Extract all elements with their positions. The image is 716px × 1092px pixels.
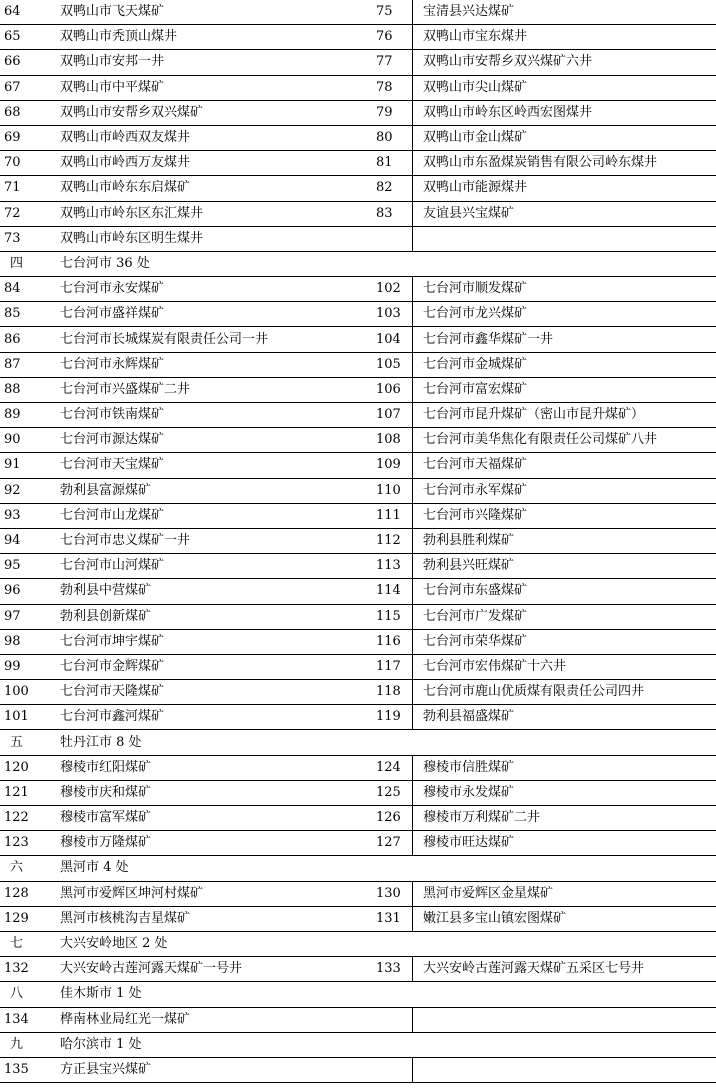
right-index-cell: 103	[376, 302, 413, 327]
table-row	[0, 579, 716, 604]
left-mine-name-cell: 桦南林业局红光一煤矿	[50, 1007, 376, 1032]
table-row	[0, 352, 716, 377]
table-row	[0, 478, 716, 503]
left-index-cell: 68	[0, 100, 50, 125]
table-row	[0, 906, 716, 931]
table-row	[0, 25, 716, 50]
left-mine-name-cell: 穆棱市红阳煤矿	[50, 755, 376, 780]
left-index-cell: 73	[0, 226, 50, 251]
left-index-cell: 100	[0, 680, 50, 705]
table-row	[0, 302, 716, 327]
left-index-cell: 70	[0, 151, 50, 176]
section-title: 七台河市 36 处	[50, 251, 716, 276]
right-index-cell: 113	[376, 554, 413, 579]
left-index-cell: 128	[0, 881, 50, 906]
right-index-cell: 114	[376, 579, 413, 604]
table-row	[0, 50, 716, 75]
right-index-cell: 131	[376, 906, 413, 931]
right-mine-name-cell: 双鸭山市宝东煤井	[413, 25, 716, 50]
left-index-cell: 86	[0, 327, 50, 352]
right-index-cell: 75	[376, 0, 413, 25]
right-index-cell: 116	[376, 629, 413, 654]
right-mine-name-cell: 双鸭山市岭东区岭西宏图煤井	[413, 100, 716, 125]
left-mine-name-cell: 七台河市盛祥煤矿	[50, 302, 376, 327]
table-row	[0, 100, 716, 125]
right-mine-name-cell	[413, 1007, 716, 1032]
right-mine-name-cell: 七台河市兴隆煤矿	[413, 503, 716, 528]
left-index-cell: 66	[0, 50, 50, 75]
section-title: 大兴安岭地区 2 处	[50, 931, 716, 956]
table-row	[0, 226, 716, 251]
table-row	[0, 554, 716, 579]
right-index-cell	[376, 1007, 413, 1032]
section-title: 哈尔滨市 1 处	[50, 1032, 716, 1057]
right-mine-name-cell: 七台河市鹿山优质煤有限责任公司四井	[413, 680, 716, 705]
left-mine-name-cell: 七台河市山河煤矿	[50, 554, 376, 579]
right-mine-name-cell: 穆棱市旺达煤矿	[413, 831, 716, 856]
right-mine-name-cell: 七台河市永军煤矿	[413, 478, 716, 503]
section-header-row	[0, 856, 716, 881]
table-row	[0, 528, 716, 553]
right-index-cell: 115	[376, 604, 413, 629]
right-index-cell: 110	[376, 478, 413, 503]
table-row	[0, 125, 716, 150]
section-number: 六	[0, 856, 50, 881]
table-row	[0, 806, 716, 831]
left-mine-name-cell: 双鸭山市岭东区明生煤井	[50, 226, 376, 251]
section-title: 牡丹江市 8 处	[50, 730, 716, 755]
left-mine-name-cell: 黑河市核桃沟吉星煤矿	[50, 906, 376, 931]
section-number: 五	[0, 730, 50, 755]
left-index-cell: 92	[0, 478, 50, 503]
left-index-cell: 99	[0, 654, 50, 679]
right-index-cell: 117	[376, 654, 413, 679]
left-index-cell: 98	[0, 629, 50, 654]
right-index-cell: 125	[376, 780, 413, 805]
left-mine-name-cell: 黑河市爱辉区坤河村煤矿	[50, 881, 376, 906]
left-mine-name-cell: 七台河市永安煤矿	[50, 277, 376, 302]
left-mine-name-cell: 七台河市山龙煤矿	[50, 503, 376, 528]
right-index-cell: 133	[376, 957, 413, 982]
right-index-cell: 112	[376, 528, 413, 553]
left-mine-name-cell: 七台河市铁南煤矿	[50, 403, 376, 428]
left-index-cell: 123	[0, 831, 50, 856]
left-index-cell: 121	[0, 780, 50, 805]
right-mine-name-cell: 七台河市广发煤矿	[413, 604, 716, 629]
right-index-cell: 108	[376, 428, 413, 453]
right-index-cell: 124	[376, 755, 413, 780]
right-mine-name-cell: 双鸭山市金山煤矿	[413, 125, 716, 150]
right-mine-name-cell: 勃利县胜利煤矿	[413, 528, 716, 553]
right-mine-name-cell: 大兴安岭古莲河露天煤矿五采区七号井	[413, 957, 716, 982]
left-index-cell: 101	[0, 705, 50, 730]
left-mine-name-cell: 七台河市坤宇煤矿	[50, 629, 376, 654]
left-mine-name-cell: 七台河市金辉煤矿	[50, 654, 376, 679]
left-index-cell: 87	[0, 352, 50, 377]
right-mine-name-cell: 七台河市东盛煤矿	[413, 579, 716, 604]
right-index-cell: 126	[376, 806, 413, 831]
right-mine-name-cell: 七台河市金城煤矿	[413, 352, 716, 377]
left-index-cell: 122	[0, 806, 50, 831]
right-index-cell	[376, 1057, 413, 1082]
left-mine-name-cell: 双鸭山市岭西双友煤井	[50, 125, 376, 150]
left-index-cell: 64	[0, 0, 50, 25]
left-index-cell: 71	[0, 176, 50, 201]
table-row	[0, 629, 716, 654]
table-row	[0, 881, 716, 906]
table-row	[0, 1057, 716, 1082]
left-mine-name-cell: 七台河市兴盛煤矿二井	[50, 377, 376, 402]
left-index-cell: 135	[0, 1057, 50, 1082]
left-mine-name-cell: 七台河市永辉煤矿	[50, 352, 376, 377]
section-header-row	[0, 931, 716, 956]
section-header-row	[0, 730, 716, 755]
right-mine-name-cell: 嫩江县多宝山镇宏图煤矿	[413, 906, 716, 931]
left-mine-name-cell: 大兴安岭古莲河露天煤矿一号井	[50, 957, 376, 982]
left-mine-name-cell: 双鸭山市安帮乡双兴煤矿	[50, 100, 376, 125]
section-title: 佳木斯市 1 处	[50, 982, 716, 1007]
left-index-cell: 95	[0, 554, 50, 579]
right-index-cell: 77	[376, 50, 413, 75]
right-index-cell: 76	[376, 25, 413, 50]
right-mine-name-cell: 穆棱市万利煤矿二井	[413, 806, 716, 831]
right-index-cell: 83	[376, 201, 413, 226]
left-index-cell: 93	[0, 503, 50, 528]
left-mine-name-cell: 七台河市天宝煤矿	[50, 453, 376, 478]
right-mine-name-cell: 双鸭山市能源煤井	[413, 176, 716, 201]
left-mine-name-cell: 方正县宝兴煤矿	[50, 1057, 376, 1082]
left-mine-name-cell: 七台河市长城煤炭有限责任公司一井	[50, 327, 376, 352]
right-index-cell: 102	[376, 277, 413, 302]
left-index-cell: 65	[0, 25, 50, 50]
right-mine-name-cell: 穆棱市永发煤矿	[413, 780, 716, 805]
left-mine-name-cell: 双鸭山市中平煤矿	[50, 75, 376, 100]
left-index-cell: 129	[0, 906, 50, 931]
left-index-cell: 90	[0, 428, 50, 453]
table-row	[0, 654, 716, 679]
left-index-cell: 120	[0, 755, 50, 780]
table-row	[0, 453, 716, 478]
table-row	[0, 377, 716, 402]
right-index-cell: 105	[376, 352, 413, 377]
right-index-cell: 78	[376, 75, 413, 100]
left-index-cell: 88	[0, 377, 50, 402]
right-index-cell: 107	[376, 403, 413, 428]
table-row	[0, 503, 716, 528]
left-mine-name-cell: 七台河市鑫河煤矿	[50, 705, 376, 730]
table-row	[0, 604, 716, 629]
table-row	[0, 403, 716, 428]
right-index-cell: 81	[376, 151, 413, 176]
right-mine-name-cell: 七台河市荣华煤矿	[413, 629, 716, 654]
left-index-cell: 85	[0, 302, 50, 327]
right-index-cell: 79	[376, 100, 413, 125]
right-index-cell: 109	[376, 453, 413, 478]
section-number: 四	[0, 251, 50, 276]
left-index-cell: 134	[0, 1007, 50, 1032]
left-index-cell: 84	[0, 277, 50, 302]
right-mine-name-cell: 双鸭山市东盈煤炭销售有限公司岭东煤井	[413, 151, 716, 176]
right-mine-name-cell: 七台河市美华焦化有限责任公司煤矿八井	[413, 428, 716, 453]
left-mine-name-cell: 七台河市源达煤矿	[50, 428, 376, 453]
left-index-cell: 91	[0, 453, 50, 478]
left-mine-name-cell: 双鸭山市飞天煤矿	[50, 0, 376, 25]
table-row	[0, 176, 716, 201]
right-mine-name-cell: 七台河市天福煤矿	[413, 453, 716, 478]
section-header-row	[0, 982, 716, 1007]
left-mine-name-cell: 双鸭山市安邦一井	[50, 50, 376, 75]
left-mine-name-cell: 勃利县创新煤矿	[50, 604, 376, 629]
table-row	[0, 75, 716, 100]
table-row	[0, 1007, 716, 1032]
right-mine-name-cell	[413, 226, 716, 251]
left-mine-name-cell: 双鸭山市秃顶山煤井	[50, 25, 376, 50]
left-mine-name-cell: 双鸭山市岭东区东汇煤井	[50, 201, 376, 226]
section-header-row	[0, 1032, 716, 1057]
right-mine-name-cell: 七台河市顺发煤矿	[413, 277, 716, 302]
right-mine-name-cell: 双鸭山市尖山煤矿	[413, 75, 716, 100]
left-index-cell: 72	[0, 201, 50, 226]
right-index-cell	[376, 226, 413, 251]
right-mine-name-cell: 勃利县兴旺煤矿	[413, 554, 716, 579]
right-mine-name-cell: 七台河市鑫华煤矿一井	[413, 327, 716, 352]
left-mine-name-cell: 勃利县富源煤矿	[50, 478, 376, 503]
right-mine-name-cell: 穆棱市信胜煤矿	[413, 755, 716, 780]
right-mine-name-cell: 友谊县兴宝煤矿	[413, 201, 716, 226]
table-row	[0, 755, 716, 780]
left-mine-name-cell: 穆棱市庆和煤矿	[50, 780, 376, 805]
right-index-cell: 130	[376, 881, 413, 906]
right-index-cell: 104	[376, 327, 413, 352]
table-row	[0, 151, 716, 176]
left-index-cell: 89	[0, 403, 50, 428]
table-row	[0, 705, 716, 730]
section-number: 九	[0, 1032, 50, 1057]
left-index-cell: 132	[0, 957, 50, 982]
left-mine-name-cell: 双鸭山市岭西万友煤井	[50, 151, 376, 176]
right-mine-name-cell: 七台河市富宏煤矿	[413, 377, 716, 402]
section-number: 八	[0, 982, 50, 1007]
section-header-row	[0, 251, 716, 276]
section-title: 黑河市 4 处	[50, 856, 716, 881]
right-mine-name-cell: 七台河市龙兴煤矿	[413, 302, 716, 327]
table-row	[0, 0, 716, 25]
left-index-cell: 97	[0, 604, 50, 629]
right-mine-name-cell: 宝清县兴达煤矿	[413, 0, 716, 25]
right-mine-name-cell: 勃利县福盛煤矿	[413, 705, 716, 730]
right-mine-name-cell	[413, 1057, 716, 1082]
table-row	[0, 780, 716, 805]
table-row	[0, 327, 716, 352]
table-row	[0, 201, 716, 226]
right-index-cell: 80	[376, 125, 413, 150]
right-index-cell: 119	[376, 705, 413, 730]
right-index-cell: 118	[376, 680, 413, 705]
table-row	[0, 277, 716, 302]
table-row	[0, 831, 716, 856]
left-mine-name-cell: 穆棱市万隆煤矿	[50, 831, 376, 856]
right-index-cell: 127	[376, 831, 413, 856]
right-index-cell: 106	[376, 377, 413, 402]
left-mine-name-cell: 勃利县中营煤矿	[50, 579, 376, 604]
left-mine-name-cell: 穆棱市富军煤矿	[50, 806, 376, 831]
left-mine-name-cell: 七台河市忠义煤矿一井	[50, 528, 376, 553]
left-index-cell: 67	[0, 75, 50, 100]
left-index-cell: 94	[0, 528, 50, 553]
left-index-cell: 96	[0, 579, 50, 604]
right-index-cell: 111	[376, 503, 413, 528]
table-row	[0, 428, 716, 453]
right-mine-name-cell: 七台河市昆升煤矿（密山市昆升煤矿）	[413, 403, 716, 428]
right-index-cell: 82	[376, 176, 413, 201]
right-mine-name-cell: 黑河市爱辉区金星煤矿	[413, 881, 716, 906]
table-row	[0, 680, 716, 705]
table-row	[0, 957, 716, 982]
left-mine-name-cell: 七台河市天隆煤矿	[50, 680, 376, 705]
section-number: 七	[0, 931, 50, 956]
right-mine-name-cell: 双鸭山市安帮乡双兴煤矿六井	[413, 50, 716, 75]
left-index-cell: 69	[0, 125, 50, 150]
left-mine-name-cell: 双鸭山市岭东东启煤矿	[50, 176, 376, 201]
right-mine-name-cell: 七台河市宏伟煤矿十六井	[413, 654, 716, 679]
